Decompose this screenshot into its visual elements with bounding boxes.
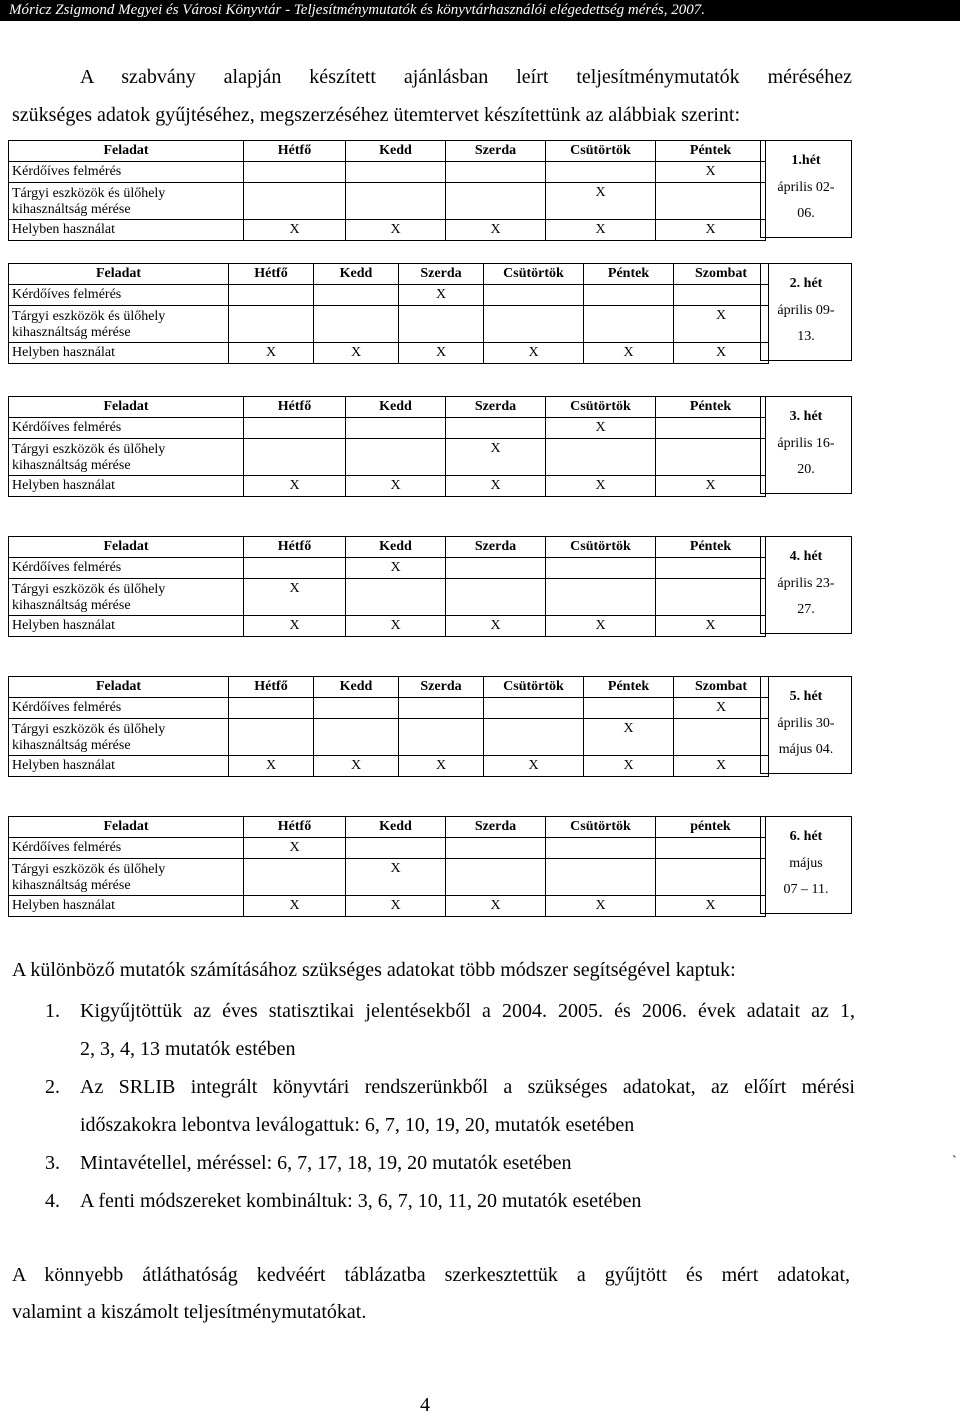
column-header-day: Péntek (656, 397, 766, 418)
schedule-cell: X (584, 343, 674, 364)
schedule-cell: X (484, 756, 584, 777)
schedule-cell (346, 439, 446, 476)
method-item (45, 1068, 855, 1144)
schedule-cell (546, 162, 656, 183)
column-header-day: Péntek (656, 141, 766, 162)
column-header-day: Kedd (346, 141, 446, 162)
schedule-cell: X (546, 183, 656, 220)
column-header-day: Szerda (446, 537, 546, 558)
schedule-cell: X (674, 756, 769, 777)
schedule-cell (399, 698, 484, 719)
column-header-day: Hétfő (229, 264, 314, 285)
method-item (45, 1144, 855, 1182)
schedule-cell: X (674, 343, 769, 364)
week-schedule-1 (8, 140, 843, 238)
week-number: 1.hét (791, 153, 821, 168)
task-label-line: kihasználtság mérése (12, 738, 131, 753)
schedule-cell (484, 719, 584, 756)
week-dates (761, 711, 851, 763)
column-header-day: Csütörtök (484, 677, 584, 698)
method-item (45, 992, 855, 1068)
schedule-cell: X (484, 343, 584, 364)
schedule-table (8, 536, 766, 637)
column-header-day: Szerda (446, 397, 546, 418)
schedule-cell: X (446, 476, 546, 497)
column-header-day: Csütörtök (484, 264, 584, 285)
schedule-table (8, 676, 769, 777)
schedule-cell (484, 698, 584, 719)
task-label: Kérdőíves felmérés (9, 558, 244, 579)
week-dates-end: 27. (797, 602, 815, 617)
schedule-cell (229, 719, 314, 756)
week-number: 2. hét (789, 276, 823, 291)
closing-line-2: valamint a kiszámolt teljesítménymutatókat. (12, 1301, 367, 1323)
week-schedule-2 (8, 263, 843, 361)
schedule-cell (314, 285, 399, 306)
schedule-cell: X (674, 306, 769, 343)
schedule-cell (346, 183, 446, 220)
schedule-cell: X (244, 476, 346, 497)
column-header-day: Kedd (346, 537, 446, 558)
intro-line-2: szükséges adatok gyűjtéséhez, megszerzéséhez ütemtervet készítettünk az alábbiak szerint: (12, 104, 741, 126)
column-header-day: Szerda (399, 264, 484, 285)
week-label-box (760, 816, 852, 914)
schedule-cell (656, 859, 766, 896)
schedule-cell: X (656, 162, 766, 183)
task-label (9, 719, 229, 756)
task-label (9, 439, 244, 476)
page-number: 4 (420, 1394, 430, 1416)
schedule-cell (346, 579, 446, 616)
schedule-cell (244, 418, 346, 439)
task-label-line: kihasználtság mérése (12, 458, 131, 473)
column-header-day: Csütörtök (546, 817, 656, 838)
column-header-day: Péntek (584, 264, 674, 285)
schedule-cell (446, 579, 546, 616)
schedule-cell: X (546, 220, 656, 241)
column-header-day: Hétfő (244, 141, 346, 162)
task-label-line: kihasználtság mérése (12, 598, 131, 613)
task-label (9, 183, 244, 220)
task-label (9, 859, 244, 896)
schedule-cell: X (399, 285, 484, 306)
schedule-cell: X (674, 698, 769, 719)
schedule-cell: X (656, 220, 766, 241)
schedule-cell (546, 838, 656, 859)
week-number: 4. hét (789, 549, 823, 564)
schedule-cell: X (229, 756, 314, 777)
schedule-cell (584, 306, 674, 343)
schedule-cell: X (399, 343, 484, 364)
column-header-day: Csütörtök (546, 397, 656, 418)
schedule-cell (346, 418, 446, 439)
method-text-line: Kigyűjtöttük az éves statisztikai jelentésekből a 2004. 2005. és 2006. évek adatait az 1, (80, 1000, 855, 1022)
schedule-cell (546, 579, 656, 616)
column-header-day: Kedd (314, 677, 399, 698)
task-label: Kérdőíves felmérés (9, 838, 244, 859)
task-label: Kérdőíves felmérés (9, 698, 229, 719)
method-number: 3. (45, 1152, 60, 1174)
method-number: 4. (45, 1190, 60, 1212)
schedule-cell (229, 306, 314, 343)
schedule-cell (229, 285, 314, 306)
task-label: Helyben használat (9, 756, 229, 777)
schedule-cell (314, 719, 399, 756)
schedule-cell: X (546, 418, 656, 439)
schedule-cell: X (446, 439, 546, 476)
column-header-day: Kedd (346, 817, 446, 838)
method-text-line: Mintavétellel, méréssel: 6, 7, 17, 18, 19, 20 mutatók esetében (80, 1152, 572, 1174)
column-header-day: Szombat (674, 264, 769, 285)
week-dates (761, 571, 851, 623)
task-label: Kérdőíves felmérés (9, 162, 244, 183)
schedule-cell (584, 698, 674, 719)
column-header-day: Szombat (674, 677, 769, 698)
column-header-day: Szerda (446, 141, 546, 162)
schedule-cell (446, 859, 546, 896)
week-label-box (760, 676, 852, 774)
week-label-box (760, 140, 852, 238)
schedule-cell (656, 439, 766, 476)
week-schedule-6 (8, 816, 843, 914)
task-label-line: Tárgyi eszközök és ülőhely (12, 309, 166, 324)
schedule-cell (399, 306, 484, 343)
schedule-cell (244, 859, 346, 896)
week-schedule-3 (8, 396, 843, 494)
methods-list (45, 992, 855, 1220)
schedule-cell: X (314, 343, 399, 364)
schedule-cell (484, 285, 584, 306)
schedule-cell: X (229, 343, 314, 364)
schedule-cell (399, 719, 484, 756)
schedule-cell: X (346, 859, 446, 896)
method-text-line: 2, 3, 4, 13 mutatók estében (80, 1038, 296, 1060)
method-number: 1. (45, 1000, 60, 1022)
column-header-day: Szerda (399, 677, 484, 698)
schedule-cell: X (656, 896, 766, 917)
schedule-cell: X (546, 476, 656, 497)
schedule-cell: X (656, 616, 766, 637)
schedule-cell: X (314, 756, 399, 777)
stray-mark: ` (952, 1154, 957, 1169)
column-header-day: Péntek (584, 677, 674, 698)
week-number: 5. hét (789, 689, 823, 704)
schedule-cell (656, 418, 766, 439)
week-dates-start: április 23- (777, 576, 835, 591)
week-dates-end: 07 – 11. (783, 882, 829, 897)
column-header-day: Kedd (346, 397, 446, 418)
schedule-cell: X (399, 756, 484, 777)
week-dates (761, 431, 851, 483)
closing-line-1: A könnyebb átláthatóság kedvéért táblázatba szerkesztettük a gyűjtött és mért adatokat, (12, 1264, 850, 1286)
week-dates-start: május (789, 856, 823, 871)
week-label-box (760, 263, 852, 361)
column-header-day: Hétfő (229, 677, 314, 698)
schedule-cell: X (346, 220, 446, 241)
column-header-day: Hétfő (244, 537, 346, 558)
schedule-cell (446, 183, 546, 220)
column-header-task: Feladat (9, 397, 244, 418)
week-dates (761, 298, 851, 350)
schedule-cell (446, 162, 546, 183)
week-dates (761, 851, 851, 903)
column-header-day: péntek (656, 817, 766, 838)
week-number: 6. hét (789, 829, 823, 844)
methods-intro: A különböző mutatók számításához szükséges adatokat több módszer segítségével kaptuk: (12, 959, 736, 981)
schedule-table (8, 140, 766, 241)
week-schedule-4 (8, 536, 843, 634)
method-text-line: Az SRLIB integrált könyvtári rendszerünkből a szükséges adatokat, az előírt mérési (80, 1076, 855, 1098)
column-header-day: Hétfő (244, 817, 346, 838)
schedule-cell (546, 558, 656, 579)
column-header-day: Hétfő (244, 397, 346, 418)
schedule-cell: X (446, 220, 546, 241)
schedule-cell (546, 439, 656, 476)
schedule-cell: X (346, 558, 446, 579)
schedule-cell (314, 306, 399, 343)
schedule-cell (346, 838, 446, 859)
schedule-cell (674, 285, 769, 306)
week-number: 3. hét (789, 409, 823, 424)
schedule-cell (314, 698, 399, 719)
schedule-table (8, 396, 766, 497)
task-label: Helyben használat (9, 220, 244, 241)
week-dates (761, 175, 851, 227)
intro-line-1: A szabvány alapján készített ajánlásban leírt teljesítménymutatók méréséhez (80, 66, 852, 88)
week-dates-end: május 04. (778, 742, 834, 757)
schedule-cell (656, 558, 766, 579)
schedule-cell (656, 183, 766, 220)
task-label-line: Tárgyi eszközök és ülőhely (12, 722, 166, 737)
schedule-cell: X (244, 896, 346, 917)
task-label-line: Tárgyi eszközök és ülőhely (12, 582, 166, 597)
schedule-cell: X (346, 476, 446, 497)
schedule-cell: X (584, 756, 674, 777)
schedule-cell: X (244, 220, 346, 241)
schedule-cell (244, 162, 346, 183)
week-dates-end: 06. (797, 206, 815, 221)
schedule-cell (546, 859, 656, 896)
schedule-cell: X (244, 579, 346, 616)
method-item (45, 1182, 855, 1220)
schedule-cell: X (656, 476, 766, 497)
week-dates-start: április 09- (777, 303, 835, 318)
column-header-task: Feladat (9, 817, 244, 838)
task-label (9, 306, 229, 343)
task-label-line: kihasználtság mérése (12, 878, 131, 893)
schedule-cell: X (244, 616, 346, 637)
schedule-cell: X (584, 719, 674, 756)
task-label-line: Tárgyi eszközök és ülőhely (12, 862, 166, 877)
task-label: Helyben használat (9, 896, 244, 917)
schedule-cell (446, 558, 546, 579)
method-number: 2. (45, 1076, 60, 1098)
task-label-line: kihasználtság mérése (12, 325, 131, 340)
schedule-cell (229, 698, 314, 719)
schedule-cell (446, 418, 546, 439)
column-header-task: Feladat (9, 141, 244, 162)
task-label-line: Tárgyi eszközök és ülőhely (12, 442, 166, 457)
task-label: Kérdőíves felmérés (9, 285, 229, 306)
method-text-line: A fenti módszereket kombináltuk: 3, 6, 7, 10, 11, 20 mutatók esetében (80, 1190, 642, 1212)
week-dates-end: 20. (797, 462, 815, 477)
week-schedule-5 (8, 676, 843, 774)
week-dates-start: április 30- (777, 716, 835, 731)
schedule-cell (674, 719, 769, 756)
column-header-day: Szerda (446, 817, 546, 838)
column-header-day: Kedd (314, 264, 399, 285)
method-text-line: időszakokra lebontva leválogattuk: 6, 7, 10, 19, 20, mutatók esetében (80, 1114, 635, 1136)
task-label-line: kihasználtság mérése (12, 202, 131, 217)
task-label (9, 579, 244, 616)
schedule-cell (656, 579, 766, 616)
task-label: Helyben használat (9, 343, 229, 364)
column-header-task: Feladat (9, 264, 229, 285)
column-header-day: Csütörtök (546, 537, 656, 558)
schedule-cell (484, 306, 584, 343)
schedule-cell: X (546, 616, 656, 637)
column-header-day: Péntek (656, 537, 766, 558)
schedule-table (8, 263, 769, 364)
schedule-cell: X (244, 838, 346, 859)
schedule-table (8, 816, 766, 917)
week-dates-start: április 02- (777, 180, 835, 195)
schedule-cell (244, 439, 346, 476)
schedule-cell (446, 838, 546, 859)
column-header-day: Csütörtök (546, 141, 656, 162)
column-header-task: Feladat (9, 537, 244, 558)
schedule-cell: X (546, 896, 656, 917)
task-label: Helyben használat (9, 476, 244, 497)
schedule-cell (346, 162, 446, 183)
task-label-line: Tárgyi eszközök és ülőhely (12, 186, 166, 201)
task-label: Helyben használat (9, 616, 244, 637)
week-label-box (760, 536, 852, 634)
document-header: Móricz Zsigmond Megyei és Városi Könyvtár - Teljesítménymutatók és könyvtárhasználói elégedettség mérés, 2007. (0, 0, 960, 21)
task-label: Kérdőíves felmérés (9, 418, 244, 439)
schedule-cell (656, 838, 766, 859)
column-header-task: Feladat (9, 677, 229, 698)
schedule-cell: X (446, 616, 546, 637)
week-dates-end: 13. (797, 329, 815, 344)
week-label-box (760, 396, 852, 494)
schedule-cell: X (346, 896, 446, 917)
schedule-cell: X (446, 896, 546, 917)
schedule-cell (244, 558, 346, 579)
schedule-cell (584, 285, 674, 306)
schedule-cell (244, 183, 346, 220)
week-dates-start: április 16- (777, 436, 835, 451)
schedule-cell: X (346, 616, 446, 637)
